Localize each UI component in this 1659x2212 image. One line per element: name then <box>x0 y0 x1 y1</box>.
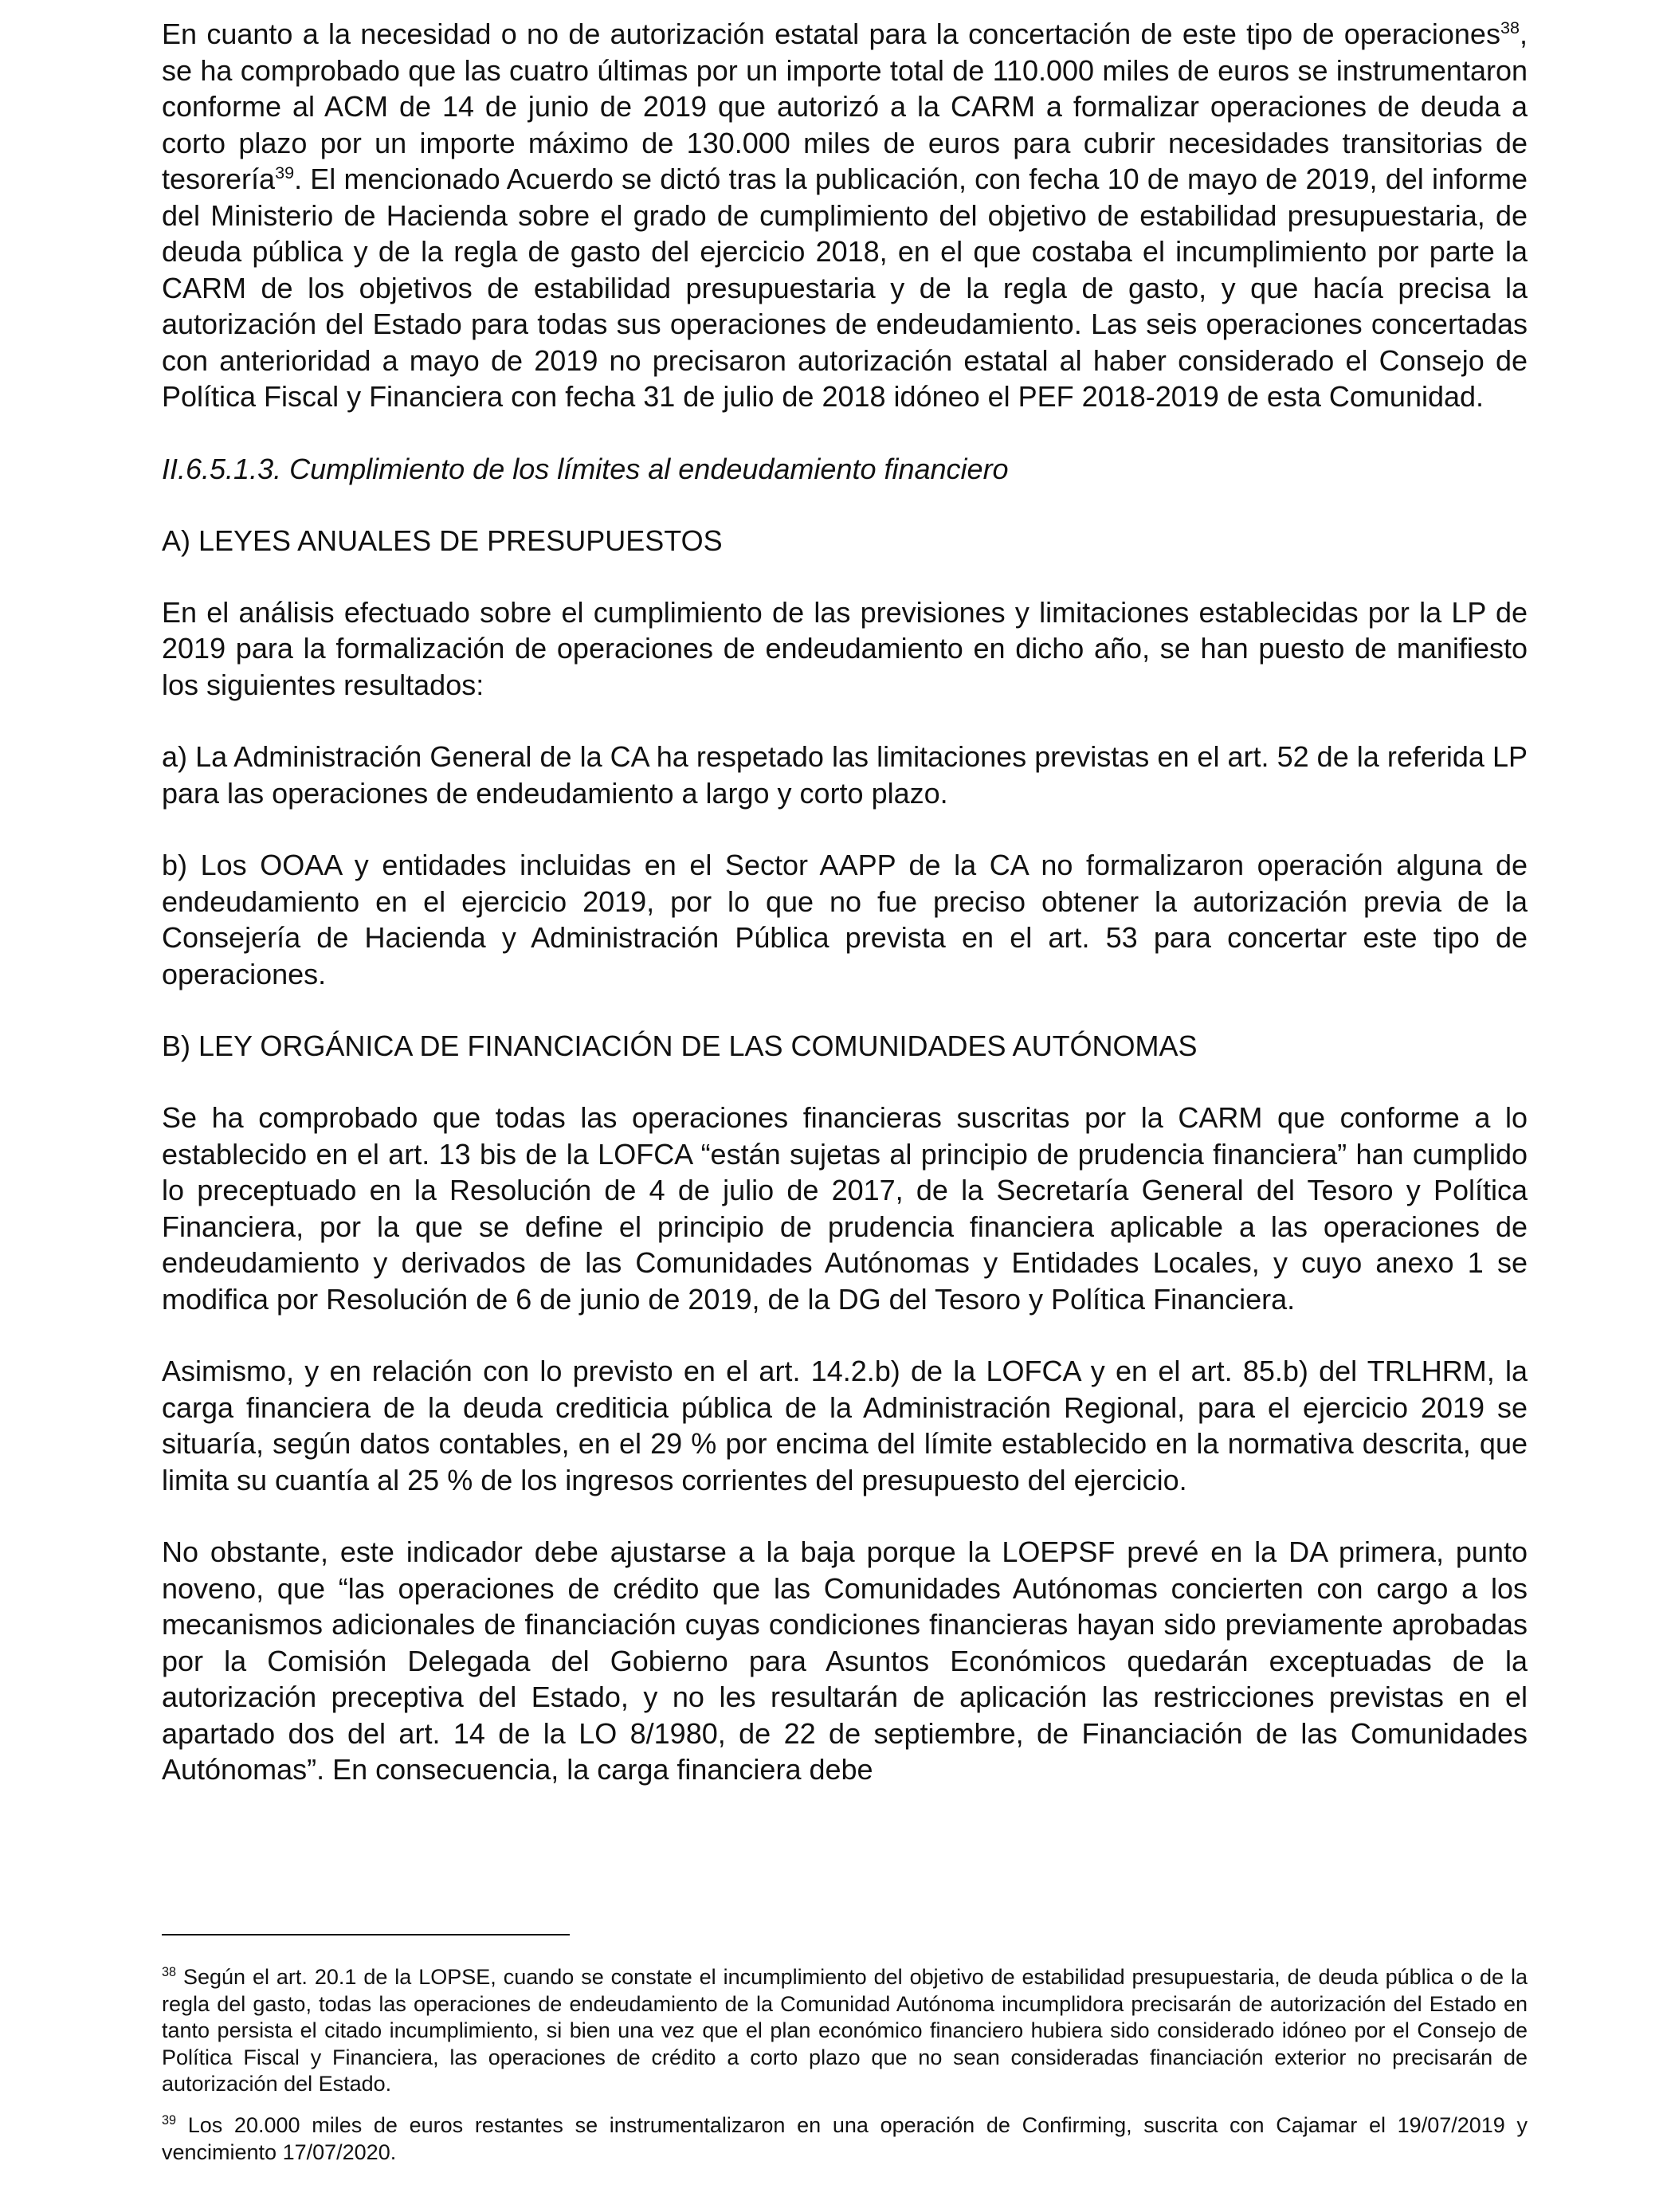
paragraph-authorization: En cuanto a la necesidad o no de autorización estatal para la concertación de este tipo de operaciones$^{38}$, se ha comprobado que las cuatro últimas por un importe total de 110.000 miles de euros se instrumentaron conforme al ACM de 14 de junio de 2019 que autorizó a la CARM a formalizar operaciones de deuda a corto plazo por un importe máximo de 130.000 miles de euros para cubrir necesidades transitorias de tesorería$^{39}$. El mencionado Acuerdo se dictó tras la publicación, con fecha 10 de mayo de 2019, del informe del Ministerio de Hacienda sobre el grado de cumplimiento del objetivo de estabilidad presupuestaria, de deuda pública y de la regla de gasto del ejercicio 2018, en el que costaba el incumplimiento por parte la CARM de los objetivos de estabilidad presupuestaria y de la regla de gasto, y que hacía precisa la autorización del Estado para todas sus operaciones de endeudamiento. Las seis operaciones concertadas con anterioridad a mayo de 2019 no precisaron autorización estatal al haber considerado el Consejo de Política Fiscal y Financiera con fecha 31 de julio de 2018 idóneo el PEF 2018-2019 de esta Comunidad. <box>162 18 1528 413</box>
paragraph-carga-financiera: Asimismo, y en relación con lo previsto en el art. 14.2.b) de la LOFCA y en el art. 85.b) del TRLHRM, la carga financiera de la deuda crediticia pública de la Administración Regional, para el ejercicio 2019 se situaría, según datos contables, en el 29 % por encima del límite establecido en la normativa descrita, que limita su cuantía al 25 % de los ingresos corrientes del presupuesto del ejercicio. <box>162 1355 1528 1496</box>
section-title: II.6.5.1.3. Cumplimiento de los límites al endeudamiento financiero <box>162 452 1009 485</box>
footnote-ref-38[interactable]: 38 <box>1500 18 1520 37</box>
paragraph-item-a: a) La Administración General de la CA ha respetado las limitaciones previstas en el art. 52 de la referida LP para las operaciones de endeudamiento a largo y corto plazo. <box>162 740 1528 810</box>
heading-lofca: B) LEY ORGÁNICA DE FINANCIACIÓN DE LAS COMUNIDADES AUTÓNOMAS <box>162 1030 1198 1062</box>
document-body <box>162 16 1528 1788</box>
paragraph-item-b: b) Los OOAA y entidades incluidas en el Sector AAPP de la CA no formalizaron operación alguna de endeudamiento en el ejercicio 2019, por lo que no fue preciso obtener la autorización previa de la Consejería de Hacienda y Administración Pública prevista en el art. 53 para concertar este tipo de operaciones. <box>162 849 1528 990</box>
paragraph-no-obstante: No obstante, este indicador debe ajustarse a la baja porque la LOEPSF prevé en la DA primera, punto noveno, que “las operaciones de crédito que las Comunidades Autónomas concierten con cargo a los mecanismos adicionales de financiación cuyas condiciones financieras hayan sido previamente aprobadas por la Comisión Delegada del Gobierno para Asuntos Económicos quedarán exceptuadas de la autorización preceptiva del Estado, y no les resultarán de aplicación las restricciones previstas en el apartado dos del art. 14 de la LO 8/1980, de 22 de septiembre, de Financiación de las Comunidades Autónomas”. En consecuencia, la carga financiera debe <box>162 1535 1528 1786</box>
paragraph-analysis: En el análisis efectuado sobre el cumplimiento de las previsiones y limitaciones establecidas por la LP de 2019 para la formalización de operaciones de endeudamiento en dicho año, se han puesto de manifiesto los siguientes resultados: <box>162 595 1528 701</box>
footnote-38: $^{38}$ Según el art. 20.1 de la LOPSE, cuando se constate el incumplimiento del objetivo de estabilidad presupuestaria, de deuda pública o de la regla del gasto, todas las operaciones de endeudamiento de la Comunidad Autónoma incumplidora precisarán de autorización del Estado en tanto persista el citado incumplimiento, si bien una vez que el plan económico financiero hubiera sido considerado idóneo por el Consejo de Política Fiscal y Financiera, las operaciones de crédito a corto plazo que no sean consideradas financiación exterior no precisarán de autorización del Estado. <box>162 1965 1528 2096</box>
heading-leyes-anuales: A) LEYES ANUALES DE PRESUPUESTOS <box>162 524 723 557</box>
footnote-39: $^{39}$ Los 20.000 miles de euros restantes se instrumentalizaron en una operación de Confirming, suscrita con Cajamar el 19/07/2019 y vencimiento 17/07/2020. <box>162 2112 1528 2164</box>
footnote-separator <box>162 1934 570 1936</box>
paragraph-prudencia: Se ha comprobado que todas las operaciones financieras suscritas por la CARM que conforme a lo establecido en el art. 13 bis de la LOFCA “están sujetas al principio de prudencia financiera” han cumplido lo preceptuado en la Resolución de 4 de julio de 2017, de la Secretaría General del Tesoro y Política Financiera, por la que se define el principio de prudencia financiera aplicable a las operaciones de endeudamiento y derivados de las Comunidades Autónomas y Entidades Locales, y cuyo anexo 1 se modifica por Resolución de 6 de junio de 2019, de la DG del Tesoro y Política Financiera. <box>162 1101 1528 1316</box>
footnotes <box>162 1964 1528 2166</box>
footnote-ref-39[interactable]: 39 <box>275 163 295 182</box>
